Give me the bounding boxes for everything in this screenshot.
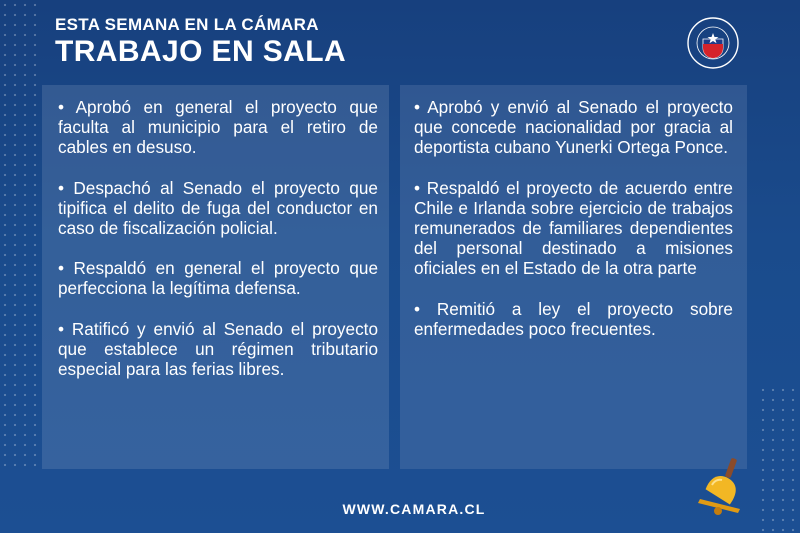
list-item: • Aprobó y envió al Senado el proyecto que concede nacionalidad por gracia al deportista cubano Yunerki Ortega Ponce. <box>414 97 733 158</box>
list-item: • Respaldó el proyecto de acuerdo entre Chile e Irlanda sobre ejercicio de trabajos remunerados de familiares dependientes del personal destinado a misiones oficiales en el Estado de la otra parte <box>414 177 733 279</box>
dot-pattern-left <box>0 0 40 470</box>
list-item: • Remitió a ley el proyecto sobre enfermedades poco frecuentes. <box>414 298 733 339</box>
right-summary-card <box>400 85 747 469</box>
list-item: • Ratificó y envió al Senado el proyecto que establece un régimen tributario especial para las ferias libres. <box>58 318 378 380</box>
footer-url[interactable]: WWW.CAMARA.CL <box>342 501 486 517</box>
header-kicker: ESTA SEMANA EN LA CÁMARA <box>55 15 319 34</box>
list-item: • Despachó al Senado el proyecto que tipifica el delito de fuga del conductor en caso de fiscalización policial. <box>58 177 378 239</box>
left-summary-card <box>42 85 389 469</box>
camara-seal-icon <box>686 16 740 70</box>
list-item: • Aprobó en general el proyecto que faculta al municipio para el retiro de cables en desuso. <box>58 97 378 158</box>
page-title: TRABAJO EN SALA <box>55 35 347 68</box>
list-item: • Respaldó en general el proyecto que perfecciona la legítima defensa. <box>58 258 378 299</box>
